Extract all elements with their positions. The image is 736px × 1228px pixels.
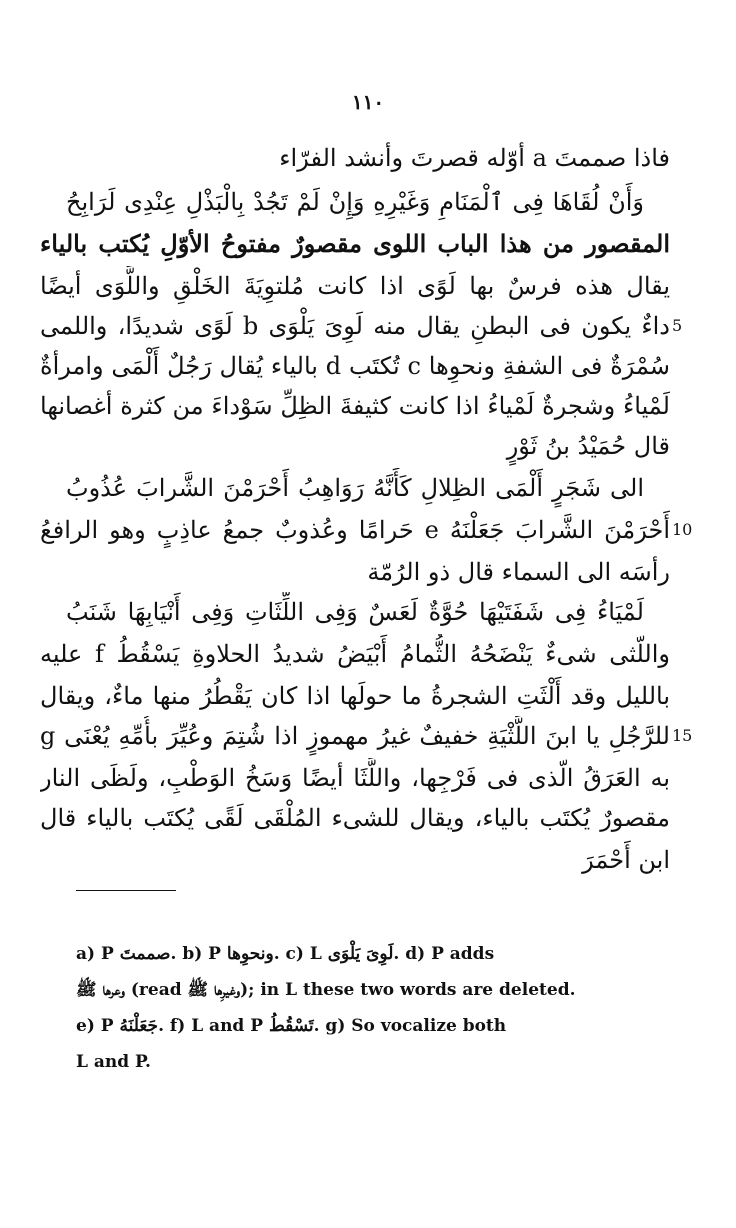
line-number: 15 <box>672 726 693 745</box>
verse-line: وَأَنْ لُقَاهَا فِى ٱلْمَنَامِ وَغَيْرِهِ وَإِنْ لَمْ تَجُدْ بِالْبَذْلِ عِنْدِى لَرَابِحُ <box>66 188 644 216</box>
text-line: واللّثى شىءٌ يَنْضَحُهُ الثُّمامُ أَبْيَضُ شديدُ الحلاوةِ يَسْقُطُ f عليه <box>40 640 670 668</box>
text-line: رأسَه الى السماء قال ذو الرُمّة <box>367 558 670 586</box>
text-line: داءٌ يكون فى البطنِ يقال منه لَوِىَ يَلْوَى b لَوًى شديدًا، واللمى <box>40 312 670 340</box>
heading-line: المقصور من هذا الباب اللوى مقصورٌ مفتوحُ الأوّلِ يُكتب بالياء <box>40 229 670 258</box>
verse-line: لَمْيَاءُ فِى شَفَتَيْهَا حُوَّةٌ لَعَسٌ وَفِى اللِّثَاتِ وَفِى أَنْيَابِهَا شَنَبُ <box>66 598 644 626</box>
text-line: يقال هذه فرسٌ بها لَوًى اذا كانت مُلتوِيَةَ الخَلْقِ واللَّوَى أيضًا <box>40 272 670 300</box>
line-number: 10 <box>672 520 693 539</box>
text-line: للرَّجُلِ يا ابنَ اللَّثْيَةِ خفيفٌ غيرُ مهموزٍ اذا شُتِمَ وعُيِّرَ بأُمِّهِ يُعْنَى g <box>40 722 670 750</box>
page-number: ١١٠ <box>351 90 385 114</box>
text-line: قال حُمَيْدُ بنُ ثَوْرٍ <box>506 432 670 460</box>
line-number: 5 <box>672 316 683 335</box>
footnote-line: L and P. <box>76 1052 151 1072</box>
text-line: أَحْرَمْنَ الشَّرابَ جَعَلْنَهُ e حَرامًا وعُذوبٌ جمعُ عاذِبٍ وهو الرافعُ <box>40 516 670 544</box>
footnote-divider <box>76 890 176 891</box>
footnote-line: a) P صممتَ. b) P ونحوِها. c) L لَوِىَ يَلْوَى. d) P adds <box>76 944 495 964</box>
text-line: به العَرَقُ الّذى فى فَرْجِها، واللَّثَا أيضًا وَسَخُ الوَطْبِ، ولَظَى النار <box>40 764 670 792</box>
text-line: فاذا صممتَ a أوّله قصرتَ وأنشد الفرّاء <box>279 144 670 172</box>
verse-line: الى شَجَرٍ أَلْمَى الظِلالِ كَأَنَّهُ رَوَاهِبُ أَحْرَمْنَ الشَّرابَ عُذُوبُ <box>66 474 644 502</box>
footnote-line: e) P جَعَلْنَهُ. f) L and P تَسْقُطُ. g) So vocalize both <box>76 1016 507 1036</box>
footnotes <box>76 936 636 1080</box>
footnote-line: وعرها ﷺ (read وغيرِها ﷺ); in L these two words are deleted. <box>76 980 576 1000</box>
text-line: مقصورٌ يُكتَب بالياء، ويقال للشىء المُلْقَى لَقًى يُكتَب بالياء قال <box>40 804 670 832</box>
text-line: سُمْرَةٌ فى الشفةِ ونحوِها c تُكتَب d بالياء يُقال رَجُلٌ أَلْمَى وامرأةٌ <box>40 352 670 380</box>
text-line: ابن أَحْمَرَ <box>582 846 670 874</box>
text-line: لَمْياءُ وشجرةٌ لَمْياءُ اذا كانت كثيفةَ الظِلِّ سَوْداءَ من كثرة أغصانها <box>40 392 670 420</box>
text-line: بالليل وقد أَلْثَتِ الشجرةُ ما حولَها اذا كان يَقْطُرُ منها ماءٌ، ويقال <box>40 682 670 710</box>
